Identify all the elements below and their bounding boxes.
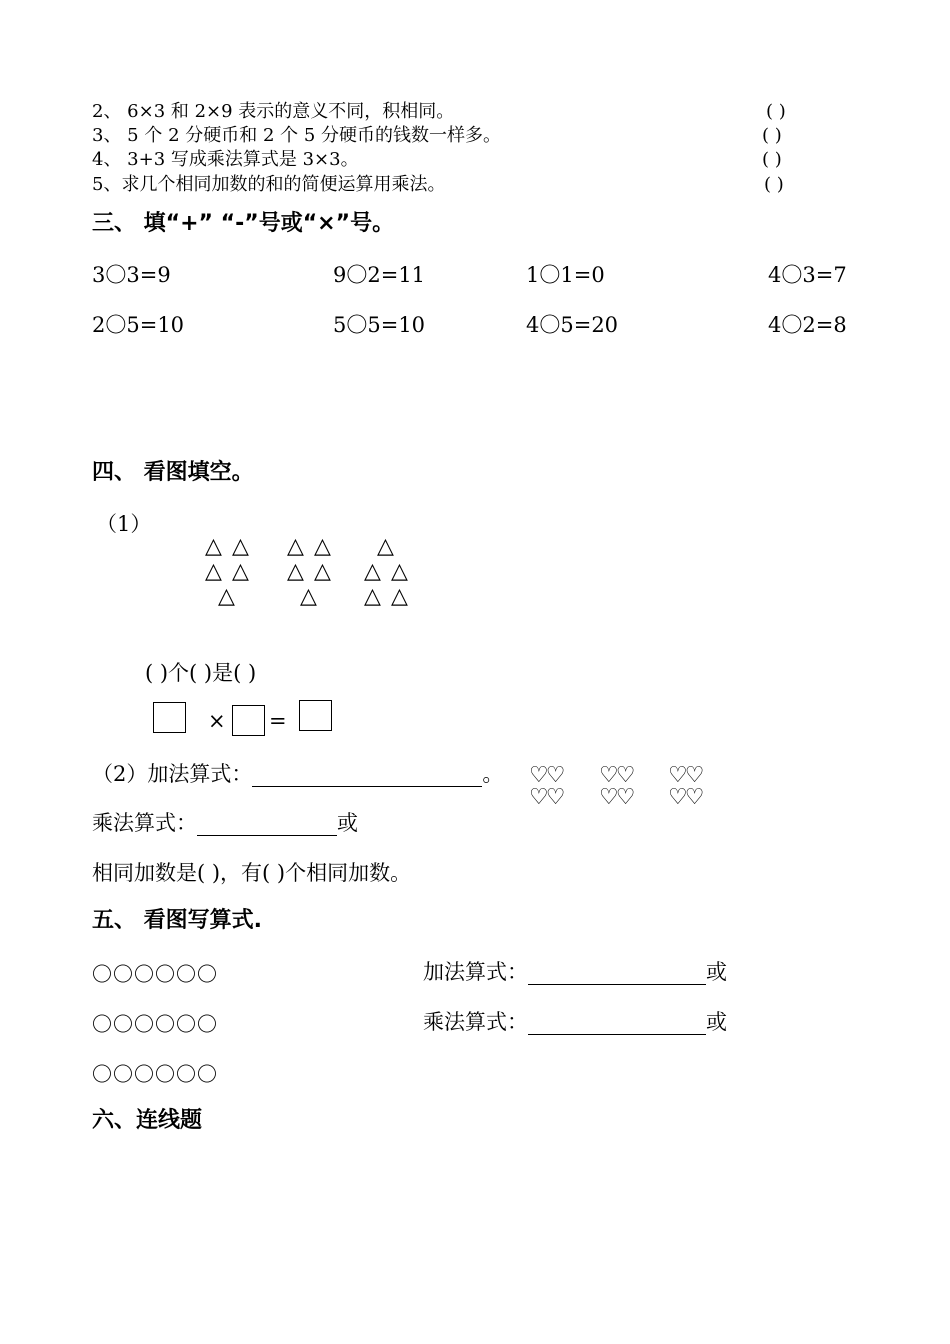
times-sign: × <box>208 709 226 733</box>
or-text: 或 <box>706 1010 727 1034</box>
triangle-icon: △ <box>377 534 394 559</box>
triangle-icon: △ <box>232 534 249 559</box>
section5-multiplication <box>423 1009 727 1035</box>
answer-box-3[interactable] <box>299 700 332 731</box>
answer-box-1[interactable] <box>153 702 186 733</box>
multiplication-answer-line[interactable] <box>528 1012 706 1035</box>
triangle-icon: △ <box>205 534 222 559</box>
multiplication-label: 乘法算式： <box>423 1010 528 1034</box>
triangle-icon: △ <box>391 559 408 584</box>
equation-8: 4〇2=8 <box>768 313 847 337</box>
multiplication-answer-line[interactable] <box>197 813 337 836</box>
triangle-icon: △ <box>300 584 317 609</box>
judge-answer-5[interactable]: ( ) <box>764 174 784 195</box>
equation-7: 4〇5=20 <box>526 313 619 337</box>
equation-5: 2〇5=10 <box>92 313 185 337</box>
addition-label: 加法算式： <box>423 960 528 984</box>
or-text: 或 <box>337 811 358 835</box>
equation-4: 4〇3=7 <box>768 263 847 287</box>
section-4-title: 四、 看图填空。 <box>92 460 254 485</box>
heart-icon: ♡♡ <box>599 763 633 788</box>
circle-row: 〇〇〇〇〇〇 <box>92 962 218 986</box>
judge-answer-3[interactable]: ( ) <box>762 125 782 146</box>
heart-icon: ♡♡ <box>529 785 563 810</box>
section-6-title: 六、连线题 <box>92 1108 203 1133</box>
triangle-icon: △ <box>287 534 304 559</box>
answer-box-2[interactable] <box>232 705 265 736</box>
equation-3: 1〇1=0 <box>526 263 605 287</box>
circle-row: 〇〇〇〇〇〇 <box>92 1012 218 1036</box>
circle-row: 〇〇〇〇〇〇 <box>92 1062 218 1086</box>
judge-item-4: 4、 3+3 写成乘法算式是 3×3。 <box>92 149 359 170</box>
section-3-title: 三、 填“+” “-”号或“×”号。 <box>92 211 395 236</box>
heart-icon: ♡♡ <box>668 785 702 810</box>
section5-addition <box>423 959 727 985</box>
multiplication-label: 乘法算式： <box>92 811 197 835</box>
triangle-icon: △ <box>314 559 331 584</box>
triangle-icon: △ <box>364 584 381 609</box>
judge-item-2: 2、 6×3 和 2×9 表示的意义不同，积相同。 <box>92 101 455 122</box>
triangle-icon: △ <box>287 559 304 584</box>
heart-icon: ♡♡ <box>668 763 702 788</box>
equation-6: 5〇5=10 <box>333 313 426 337</box>
triangle-icon: △ <box>218 584 235 609</box>
judge-answer-2[interactable]: ( ) <box>766 101 786 122</box>
judge-item-5: 5、求几个相同加数的和的简便运算用乘法。 <box>92 174 446 195</box>
addition-answer-line[interactable] <box>252 764 482 787</box>
equation-2: 9〇2=11 <box>333 263 426 287</box>
fill-sentence: ( )个( )是( ) <box>145 661 257 685</box>
or-text: 或 <box>706 960 727 984</box>
triangle-icon: △ <box>364 559 381 584</box>
heart-icon: ♡♡ <box>529 763 563 788</box>
question-1-label: （1） <box>96 512 152 536</box>
addition-label: （2）加法算式： <box>92 762 253 786</box>
triangle-icon: △ <box>391 584 408 609</box>
triangle-icon: △ <box>314 534 331 559</box>
addition-answer-line[interactable] <box>528 962 706 985</box>
triangle-icon: △ <box>205 559 222 584</box>
equation-1: 3〇3=9 <box>92 263 171 287</box>
judge-item-3: 3、 5 个 2 分硬币和 2 个 5 分硬币的钱数一样多。 <box>92 125 502 146</box>
same-addend-sentence: 相同加数是( )，有( )个相同加数。 <box>92 861 412 885</box>
question-2-label <box>92 761 503 787</box>
section-5-title: 五、 看图写算式. <box>92 908 263 933</box>
multiplication-line <box>92 810 358 836</box>
judge-answer-4[interactable]: ( ) <box>762 149 782 170</box>
equals-sign: = <box>269 709 287 733</box>
period: 。 <box>482 762 504 786</box>
heart-icon: ♡♡ <box>599 785 633 810</box>
triangle-icon: △ <box>232 559 249 584</box>
